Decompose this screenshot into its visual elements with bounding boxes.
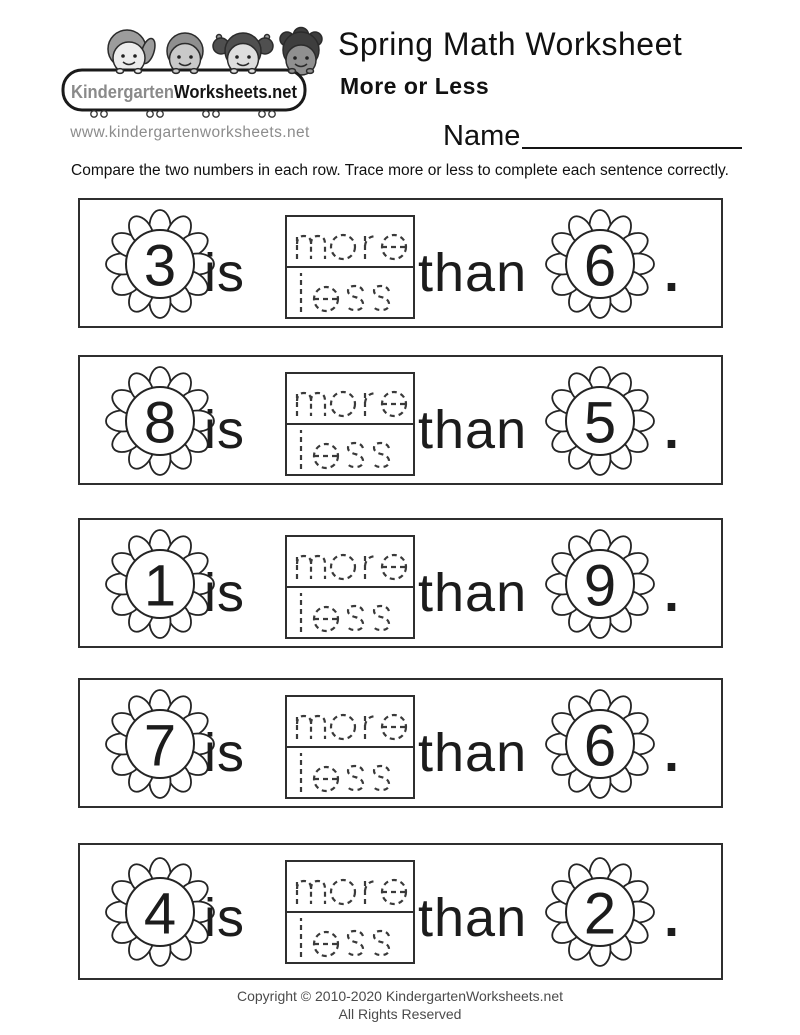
exercise-row-5 (78, 843, 723, 980)
left-number: 8 (143, 390, 177, 456)
sentence-period: . (664, 400, 681, 460)
logo-wordmark (71, 82, 308, 102)
right-number: 6 (583, 233, 617, 299)
flower-left (105, 529, 215, 639)
word-is: is (204, 888, 245, 948)
title-block (338, 26, 682, 100)
trace-word-less[interactable] (287, 911, 413, 962)
trace-word-less[interactable] (287, 266, 413, 317)
logo-wordmark-worksheets: Worksheets.net (174, 82, 308, 102)
flower-left (105, 689, 215, 799)
word-is: is (204, 243, 245, 303)
exercise-row-2 (78, 355, 723, 485)
exercise-row-1 (78, 198, 723, 328)
sentence-period: . (664, 723, 681, 783)
flower-right (545, 366, 655, 476)
website-url: www.kindergartenworksheets.net (70, 124, 310, 141)
word-than: than (418, 723, 528, 783)
word-is: is (204, 400, 245, 460)
flower-left (105, 857, 215, 967)
more-less-trace-box[interactable] (285, 372, 415, 476)
flower-right (545, 689, 655, 799)
trace-word-more[interactable] (287, 537, 413, 586)
trace-word-less[interactable] (287, 423, 413, 474)
flower-right (545, 857, 655, 967)
more-less-trace-box[interactable] (285, 535, 415, 639)
left-number: 1 (143, 553, 177, 619)
logo-kids-illustration (108, 28, 322, 76)
flower-right (545, 529, 655, 639)
flower-left (105, 209, 215, 319)
right-number: 6 (583, 713, 617, 779)
kindergarten-worksheets-logo (58, 16, 323, 122)
right-number: 5 (583, 390, 617, 456)
footer (0, 988, 800, 1023)
sentence-period: . (664, 563, 681, 623)
more-less-trace-box[interactable] (285, 860, 415, 964)
worksheet-subtitle: More or Less (340, 73, 490, 99)
word-is: is (204, 563, 245, 623)
exercise-row-4 (78, 678, 723, 808)
right-number: 9 (583, 553, 617, 619)
name-label: Name (443, 120, 521, 152)
sentence-period: . (664, 243, 681, 303)
copyright-line: Copyright © 2010-2020 KindergartenWorksheets.net (236, 988, 564, 1004)
logo-wordmark-kindergarten: Kindergarten (71, 82, 184, 102)
logo-feet (91, 111, 275, 117)
flower-left (105, 366, 215, 476)
name-write-line[interactable] (522, 146, 742, 149)
word-than: than (418, 243, 528, 303)
instructions-text: Compare the two numbers in each row. Trace more or less to complete each sentence correctly. (71, 162, 729, 179)
trace-word-less[interactable] (287, 586, 413, 637)
word-than: than (418, 400, 528, 460)
left-number: 4 (143, 881, 177, 947)
worksheet-title: Spring Math Worksheet (338, 26, 683, 62)
left-number: 3 (143, 233, 177, 299)
name-row (443, 121, 742, 152)
sentence-period: . (664, 888, 681, 948)
flower-right (545, 209, 655, 319)
more-less-trace-box[interactable] (285, 695, 415, 799)
trace-word-more[interactable] (287, 217, 413, 266)
right-number: 2 (583, 881, 617, 947)
exercise-row-3 (78, 518, 723, 648)
left-number: 7 (143, 713, 177, 779)
rights-line: All Rights Reserved (338, 1005, 462, 1022)
trace-word-less[interactable] (287, 746, 413, 797)
word-than: than (418, 888, 528, 948)
trace-word-more[interactable] (287, 697, 413, 746)
trace-word-more[interactable] (287, 862, 413, 911)
trace-word-more[interactable] (287, 374, 413, 423)
word-is: is (204, 723, 245, 783)
word-than: than (418, 563, 528, 623)
more-less-trace-box[interactable] (285, 215, 415, 319)
